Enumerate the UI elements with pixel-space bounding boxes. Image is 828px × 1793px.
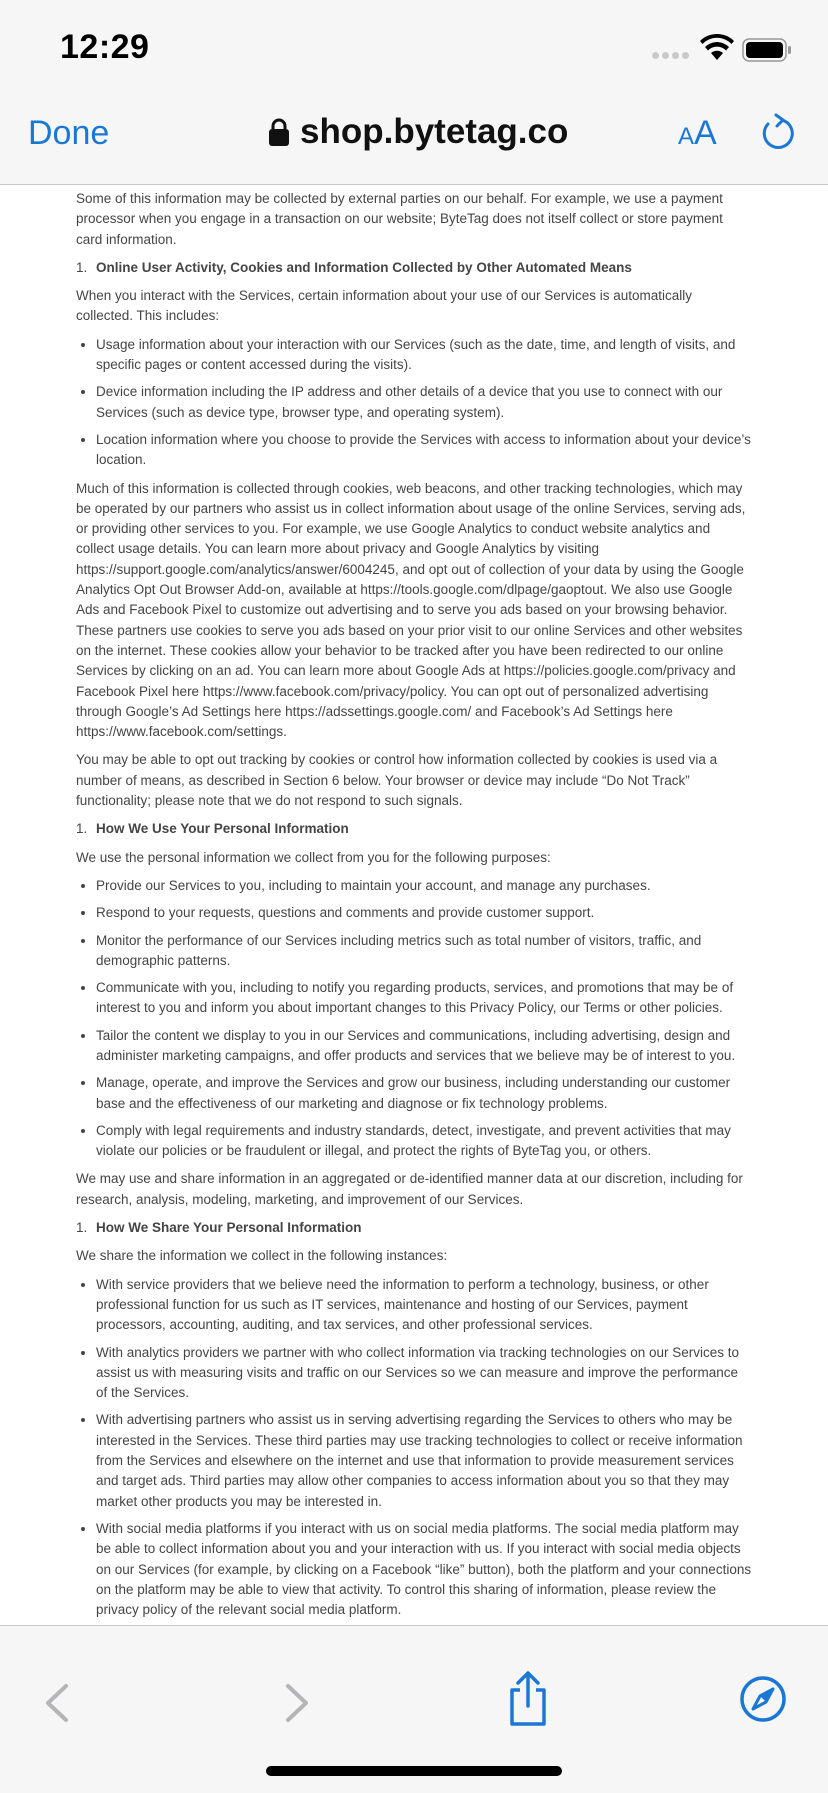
list-item: • Device information including the IP address and other details of a device that you use to connect with our Services (such as device type, browser type, and operating system). — [96, 382, 752, 423]
status-time: 12:29 — [60, 28, 150, 66]
address-host: shop.bytetag.co — [300, 112, 569, 151]
section-heading-text: Online User Activity, Cookies and Information Collected by Other Automated Means — [96, 259, 632, 275]
address-field[interactable] — [268, 112, 568, 152]
web-content[interactable] — [0, 185, 828, 1625]
section-number: 1. — [76, 1220, 88, 1236]
battery-icon — [742, 38, 792, 62]
forward-chevron-icon[interactable] — [272, 1678, 320, 1728]
list-item: • Tailor the content we display to you in our Services and communications, including advertising, design and administer marketing campaigns, and offer products and services that we believe may be of interest to you. — [96, 1026, 752, 1067]
section-lead: When you interact with the Services, certain information about your use of our Services is automatically collected. This includes: — [76, 288, 693, 324]
section-heading-text: How We Use Your Personal Information — [96, 821, 349, 837]
status-bar — [0, 0, 828, 96]
list-item: • Manage, operate, and improve the Services and grow our business, including understanding our customer base and the effectiveness of our marketing and diagnose or fix technology problems. — [96, 1073, 752, 1114]
home-indicator — [266, 1766, 562, 1776]
cookies-paragraph: Much of this information is collected through cookies, web beacons, and other tracking technologies, which may be operated by our partners who assist us in collect information about usage of the online Services, serving ads, or providing other services to you. For example, we use Google Analytics to conduct website analytics and collect usage details. You can learn more about privacy and Google Analytics by visiting https://support.google.com/analytics/answer/6004245, and opt out of collection of your data by using the Google Analytics Opt Out Browser Add-on, available at https://tools.google.com/dlpage/gaoptout. We also use Google Ads and Facebook Pixel to customize out advertising and to serve you ads based on your browsing behavior. These partners use cookies to serve you ads based on your prior visit to our online Services and other websites on the internet. These cookies allow your behavior to be tracked after you have been redirected to our online Services by clicking on an ad. You can learn more about Google Ads at https://policies.google.com/privacy and Facebook Pixel here https://www.facebook.com/privacy/policy. You can opt out of personalized advertising through Google’s Ad Settings here https://adssettings.google.com/ and Facebook’s Ad Settings here https://www.facebook.com/settings. — [76, 480, 746, 740]
use-purposes-list — [76, 876, 752, 1162]
section-heading-text: How We Share Your Personal Information — [96, 1220, 362, 1236]
list-item: • Respond to your requests, questions and comments and provide customer support. — [96, 903, 752, 923]
cellular-signal-icon — [652, 52, 689, 59]
browser-url-bar — [0, 96, 828, 185]
section-heading-share — [76, 1218, 752, 1238]
list-item: • Location information where you choose to provide the Services with access to information about your device’s location. — [96, 430, 752, 471]
section-number: 1. — [76, 821, 88, 837]
list-item: • Provide our Services to you, including to maintain your account, and manage any purchases. — [96, 876, 752, 896]
opt-out-paragraph: You may be able to opt out tracking by cookies or control how information collected by cookies is used via a number of means, as described in Section 6 below. Your browser or device may include “Do Not Track” functionality; please note that we do not respond to such signals. — [76, 752, 718, 809]
list-item: • With analytics providers we partner with who collect information via tracking technologies on our Services to assist us with measuring visits and traffic on our Services so we can measure and improve the performance of the Services. — [96, 1343, 752, 1404]
share-icon[interactable] — [504, 1670, 552, 1728]
section-number: 1. — [76, 259, 88, 275]
list-item: • With social media platforms if you interact with us on social media platforms. The social media platform may be able to collect information about you and your interaction with us. If you interact with social media objects on our Services (for example, by clicking on a Facebook “like” button), both the platform and your connections on the platform may be able to view that activity. To control this sharing of information, please review the privacy policy of the relevant social media platform. — [96, 1519, 752, 1620]
list-item: • With advertising partners who assist us in serving advertising regarding the Services to others who may be interested in the Services. These third parties may use tracking technologies to collect or receive information from the Services and elsewhere on the internet and use that information to provide measurement services and target ads. Third parties may allow other companies to access information about you so that they may market other products you may be interested in. — [96, 1410, 752, 1511]
sharing-list — [76, 1275, 752, 1648]
compass-icon[interactable] — [738, 1674, 788, 1724]
lock-icon — [268, 117, 290, 147]
wifi-icon — [700, 36, 734, 62]
list-item: • Monitor the performance of our Services including metrics such as total number of visitors, traffic, and demographic patterns. — [96, 931, 752, 972]
text-size-large-a: A — [694, 114, 717, 152]
section-heading-use — [76, 819, 752, 839]
list-item: • Usage information about your interaction with our Services (such as the date, time, and length of visits, and specific pages or content accessed during the visits). — [96, 335, 752, 376]
aggregate-paragraph: We may use and share information in an aggregated or de-identified manner data at our discretion, including for research, analysis, modeling, marketing, and improvement of our Services. — [76, 1171, 743, 1207]
list-item: • With service providers that we believe need the information to perform a technology, business, or other professional function for us such as IT services, maintenance and hosting of our Services, payment processors, accounting, auditing, and tax services, and other professional services. — [96, 1275, 752, 1336]
text-size-button[interactable] — [678, 114, 717, 153]
list-item: • Comply with legal requirements and industry standards, detect, investigate, and prevent activities that may violate our policies or be fraudulent or illegal, and protect the rights of ByteTag you, or others. — [96, 1121, 752, 1162]
section-lead: We share the information we collect in the following instances: — [76, 1248, 448, 1264]
intro-paragraph: Some of this information may be collected by external parties on our behalf. For example, we use a payment processor when you engage in a transaction on our website; ByteTag does not itself collect or store payment card information. — [76, 191, 723, 247]
done-button[interactable]: Done — [28, 114, 110, 152]
reload-icon[interactable] — [756, 112, 796, 154]
section-lead: We use the personal information we collect from you for the following purposes: — [76, 849, 551, 865]
section-heading-online-activity — [76, 258, 752, 278]
back-chevron-icon[interactable] — [34, 1678, 82, 1728]
list-item: • Communicate with you, including to notify you regarding products, services, and promotions that may be of interest to you and inform you about important changes to this Privacy Policy, our Terms or other policies. — [96, 978, 752, 1019]
text-size-small-a: A — [678, 123, 695, 150]
collected-info-list — [76, 335, 752, 471]
